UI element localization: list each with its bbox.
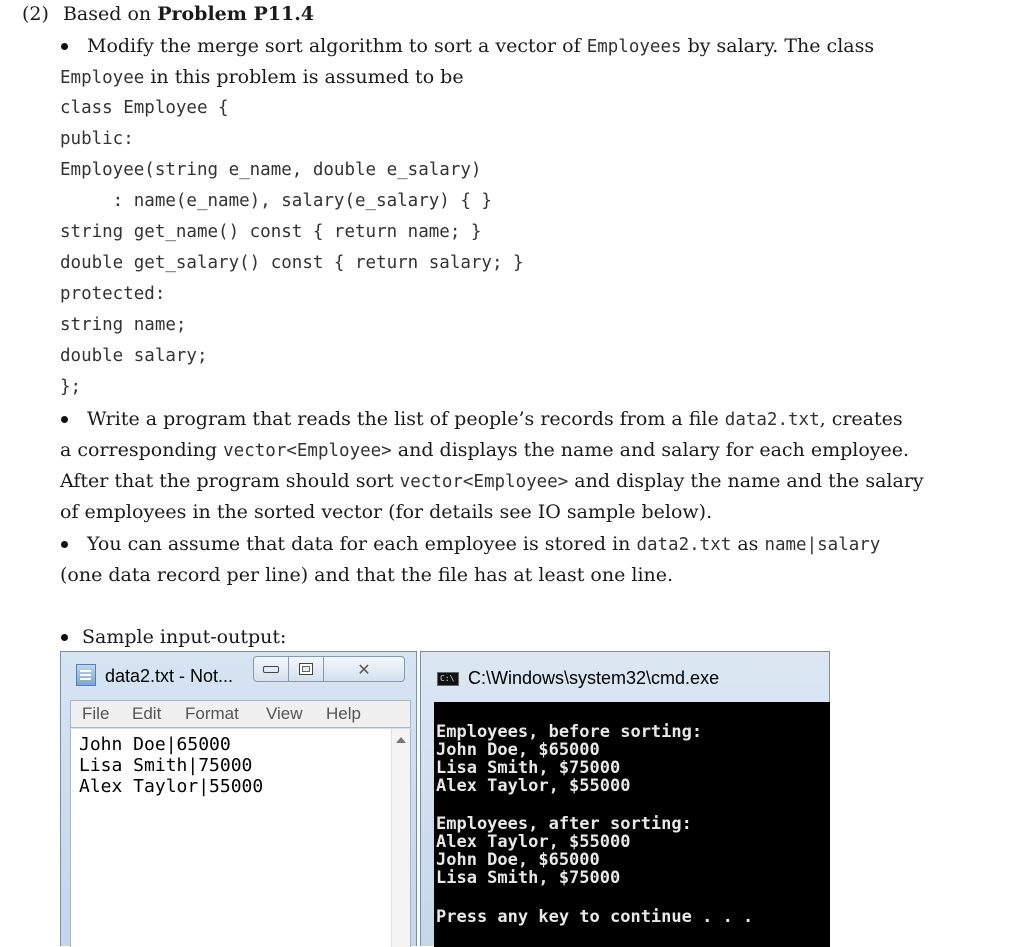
notepad-line: John Doe|65000 <box>79 734 231 755</box>
bullet2-line2 <box>60 439 909 461</box>
notepad-text-area[interactable] <box>70 729 411 947</box>
bullet3-code-file: data2.txt <box>636 535 732 555</box>
code-line: string get_name() const { return name; } <box>60 222 482 242</box>
cmd-icon: C:\ <box>437 672 459 686</box>
menu-file[interactable]: File <box>82 704 110 723</box>
bullet3-line1 <box>87 533 880 555</box>
bullet1-text-a: Modify the merge sort algorithm to sort a vector of <box>87 35 581 57</box>
bullet-dot <box>61 43 68 50</box>
code-line: public: <box>60 129 134 149</box>
problem-number: (2) <box>22 3 49 25</box>
intro-prefix: Based on <box>62 3 152 25</box>
minimize-icon[interactable] <box>253 656 289 682</box>
notepad-line: Lisa Smith|75000 <box>79 755 253 776</box>
code-line: Employee(string e_name, double e_salary) <box>60 160 482 180</box>
bullet2-line1 <box>87 408 903 430</box>
bullet-dot <box>61 541 68 548</box>
bullet2-text-a: Write a program that reads the list of people’s records from a file <box>87 408 719 430</box>
console-line: Lisa Smith, $75000 <box>436 758 621 778</box>
console-line: Lisa Smith, $75000 <box>436 868 621 888</box>
bullet2-text-b: , creates <box>819 408 903 430</box>
bullet2-text-d: and displays the name and salary for each employee. <box>397 439 910 461</box>
problem-heading <box>22 3 314 25</box>
bullet3-text-b: as <box>737 533 759 555</box>
notepad-icon <box>76 664 96 686</box>
bullet1-line2 <box>60 66 464 88</box>
close-icon[interactable]: ✕ <box>323 656 405 682</box>
bullet1-code-employee: Employee <box>60 68 145 88</box>
code-line: }; <box>60 377 82 397</box>
sample-label: Sample input-output: <box>82 626 287 648</box>
menu-help[interactable]: Help <box>326 704 361 723</box>
bullet3-text-a: You can assume that data for each employee is stored in <box>87 533 631 555</box>
code-line: class Employee { <box>60 98 229 118</box>
bullet2-line3 <box>60 470 924 492</box>
code-line: string name; <box>60 315 187 335</box>
bullet-dot <box>61 416 68 423</box>
bullet2-text-f: and display the name and the salary <box>574 470 924 492</box>
console-line: Employees, after sorting: <box>436 814 692 834</box>
code-line: double salary; <box>60 346 208 366</box>
scroll-up-arrow-icon[interactable] <box>396 737 406 743</box>
bullet-dot <box>61 634 68 641</box>
bullet2-code-file: data2.txt <box>724 410 820 430</box>
bullet1-text-c: in this problem is assumed to be <box>150 66 464 88</box>
bullet2-line4: of employees in the sorted vector (for details see IO sample below). <box>60 501 713 523</box>
console-line: Alex Taylor, $55000 <box>436 832 631 852</box>
menu-view[interactable]: View <box>266 704 303 723</box>
bullet1-code-employees: Employees <box>586 37 682 57</box>
console-line: Employees, before sorting: <box>436 722 703 742</box>
bullet3-line2: (one data record per line) and that the file has at least one line. <box>60 564 674 586</box>
bullet1-line1 <box>87 35 874 57</box>
problem-reference: Problem P11.4 <box>157 3 315 25</box>
code-line: : name(e_name), salary(e_salary) { } <box>60 191 492 211</box>
bullet2-code-vector: vector<Employee> <box>223 441 392 461</box>
console-line: John Doe, $65000 <box>436 740 600 760</box>
menu-edit[interactable]: Edit <box>132 704 162 723</box>
menu-format[interactable]: Format <box>185 704 239 723</box>
bullet2-text-c: a corresponding <box>60 439 218 461</box>
maximize-icon[interactable] <box>288 656 324 682</box>
notepad-title: data2.txt - Not... <box>105 666 234 686</box>
cmd-console[interactable] <box>434 702 830 947</box>
bullet2-text-e: After that the program should sort <box>60 470 394 492</box>
bullet1-text-b: by salary. The class <box>687 35 875 57</box>
bullet3-code-format: name|salary <box>764 535 881 555</box>
notepad-menubar <box>70 700 411 728</box>
notepad-window <box>60 651 417 946</box>
code-line: double get_salary() const { return salary; } <box>60 253 524 273</box>
notepad-line: Alex Taylor|55000 <box>79 776 264 797</box>
console-line: Press any key to continue . . . <box>436 907 754 927</box>
code-line: protected: <box>60 284 166 304</box>
cmd-title: C:\Windows\system32\cmd.exe <box>468 668 720 688</box>
console-line: Alex Taylor, $55000 <box>436 776 631 796</box>
bullet2-code-vector2: vector<Employee> <box>399 472 569 492</box>
console-line: John Doe, $65000 <box>436 850 600 870</box>
notepad-scrollbar[interactable] <box>391 729 410 947</box>
window-controls <box>253 656 410 682</box>
cmd-window <box>420 651 830 946</box>
